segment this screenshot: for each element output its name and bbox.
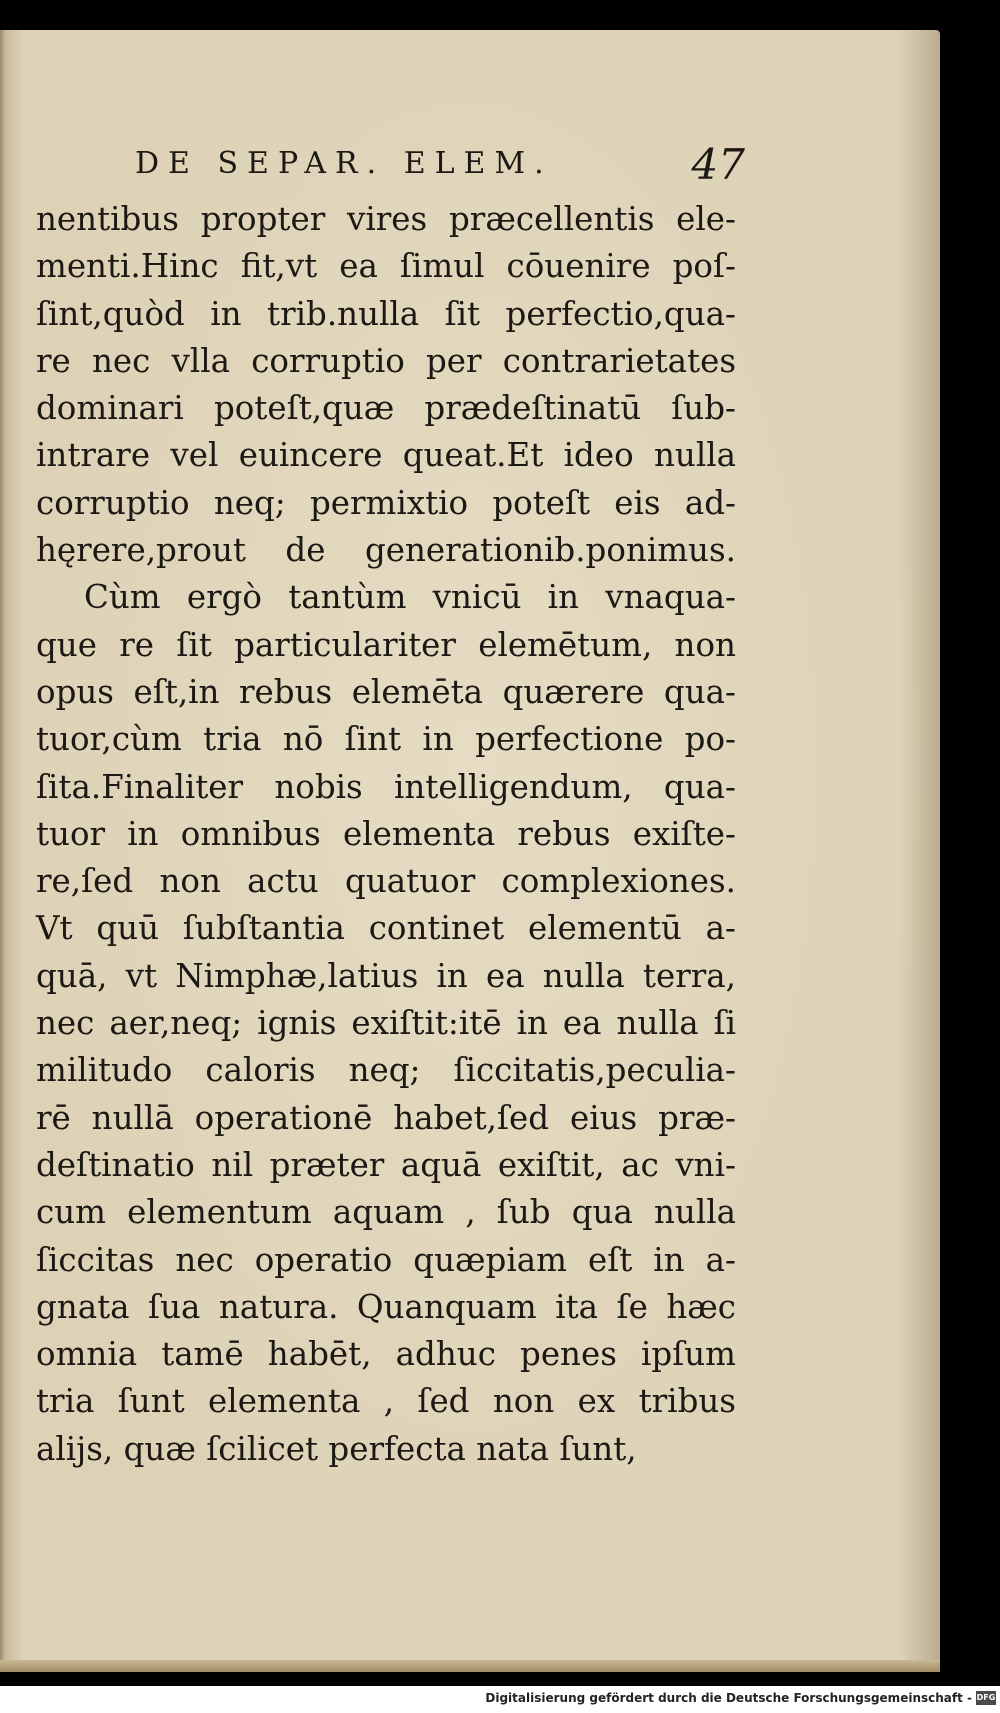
- text-line: quā, vt Nimphæ,latius in ea nulla terra,: [36, 956, 736, 995]
- text-line: militudo caloris neq; ſiccitatis,peculia-: [36, 1051, 736, 1090]
- text-line: nentibus propter vires præcellentis ele-: [36, 200, 736, 238]
- text-line: cum elementum aquam , ſub qua nulla: [36, 1193, 736, 1232]
- text-line: re nec vlla corruptio per contrarietates: [36, 341, 736, 380]
- text-line: menti.Hinc fit,vt ea ſimul cōuenire poſ-: [36, 247, 736, 286]
- page-bottom-edge: [0, 1660, 940, 1672]
- page-header: [135, 140, 745, 188]
- text-line: tria ſunt elementa , ſed non ex tribus: [36, 1382, 736, 1421]
- funding-credit: Digitalisierung gefördert durch die Deutsche Forschungsgemeinschaft -: [485, 1691, 972, 1705]
- text-line: ſiccitas nec operatio quæpiam eſt in a-: [36, 1240, 736, 1279]
- text-line: hęrere,prout de generationib.ponimus.: [36, 531, 736, 570]
- text-line: Cùm ergò tantùm vnicū in vnaqua-: [84, 578, 736, 617]
- text-line: rē nullā operationē habet,ſed eius præ-: [36, 1098, 736, 1137]
- text-line: nec aer,neq; ignis exiſtit:itē in ea nulla ſi: [36, 1004, 736, 1043]
- text-line: deſtinatio nil præter aquā exiſtit, ac vni-: [36, 1145, 736, 1184]
- page-left-edge: [0, 30, 6, 1670]
- text-line: corruptio neq; permixtio poteſt eis ad-: [36, 483, 736, 522]
- text-line: gnata ſua natura. Quanquam ita ſe hæc: [36, 1287, 736, 1326]
- text-line: opus eſt,in rebus elemēta quærere qua-: [36, 672, 736, 711]
- footer-bar: [0, 1686, 1000, 1713]
- text-line: ſint,quòd in trib.nulla ſit perfectio,qua-: [36, 294, 736, 333]
- body-text: [36, 196, 736, 1473]
- text-line: omnia tamē habēt, adhuc penes ipſum: [36, 1335, 736, 1374]
- text-line: intrare vel euincere queat.Et ideo nulla: [36, 436, 736, 475]
- text-line: tuor,cùm tria nō ſint in perfectione po-: [36, 720, 736, 759]
- dfg-logo-icon: DFG: [976, 1691, 996, 1705]
- text-line: tuor in omnibus elementa rebus exiſte-: [36, 814, 736, 853]
- text-line: re,ſed non actu quatuor complexiones.: [36, 862, 736, 901]
- text-line: alijs, quæ ſcilicet perfecta nata ſunt,: [36, 1429, 637, 1468]
- text-line: dominari poteſt,quæ prædeſtinatū ſub-: [36, 389, 736, 428]
- text-line: Vt quū ſubſtantia continet elementū a-: [36, 909, 736, 948]
- running-head: DE SEPAR. ELEM.: [135, 146, 553, 181]
- text-line: que re ſit particulariter elemētum, non: [36, 625, 736, 664]
- text-line: ſita.Finaliter nobis intelligendum, qua-: [36, 767, 736, 806]
- page-number: 47: [691, 140, 745, 189]
